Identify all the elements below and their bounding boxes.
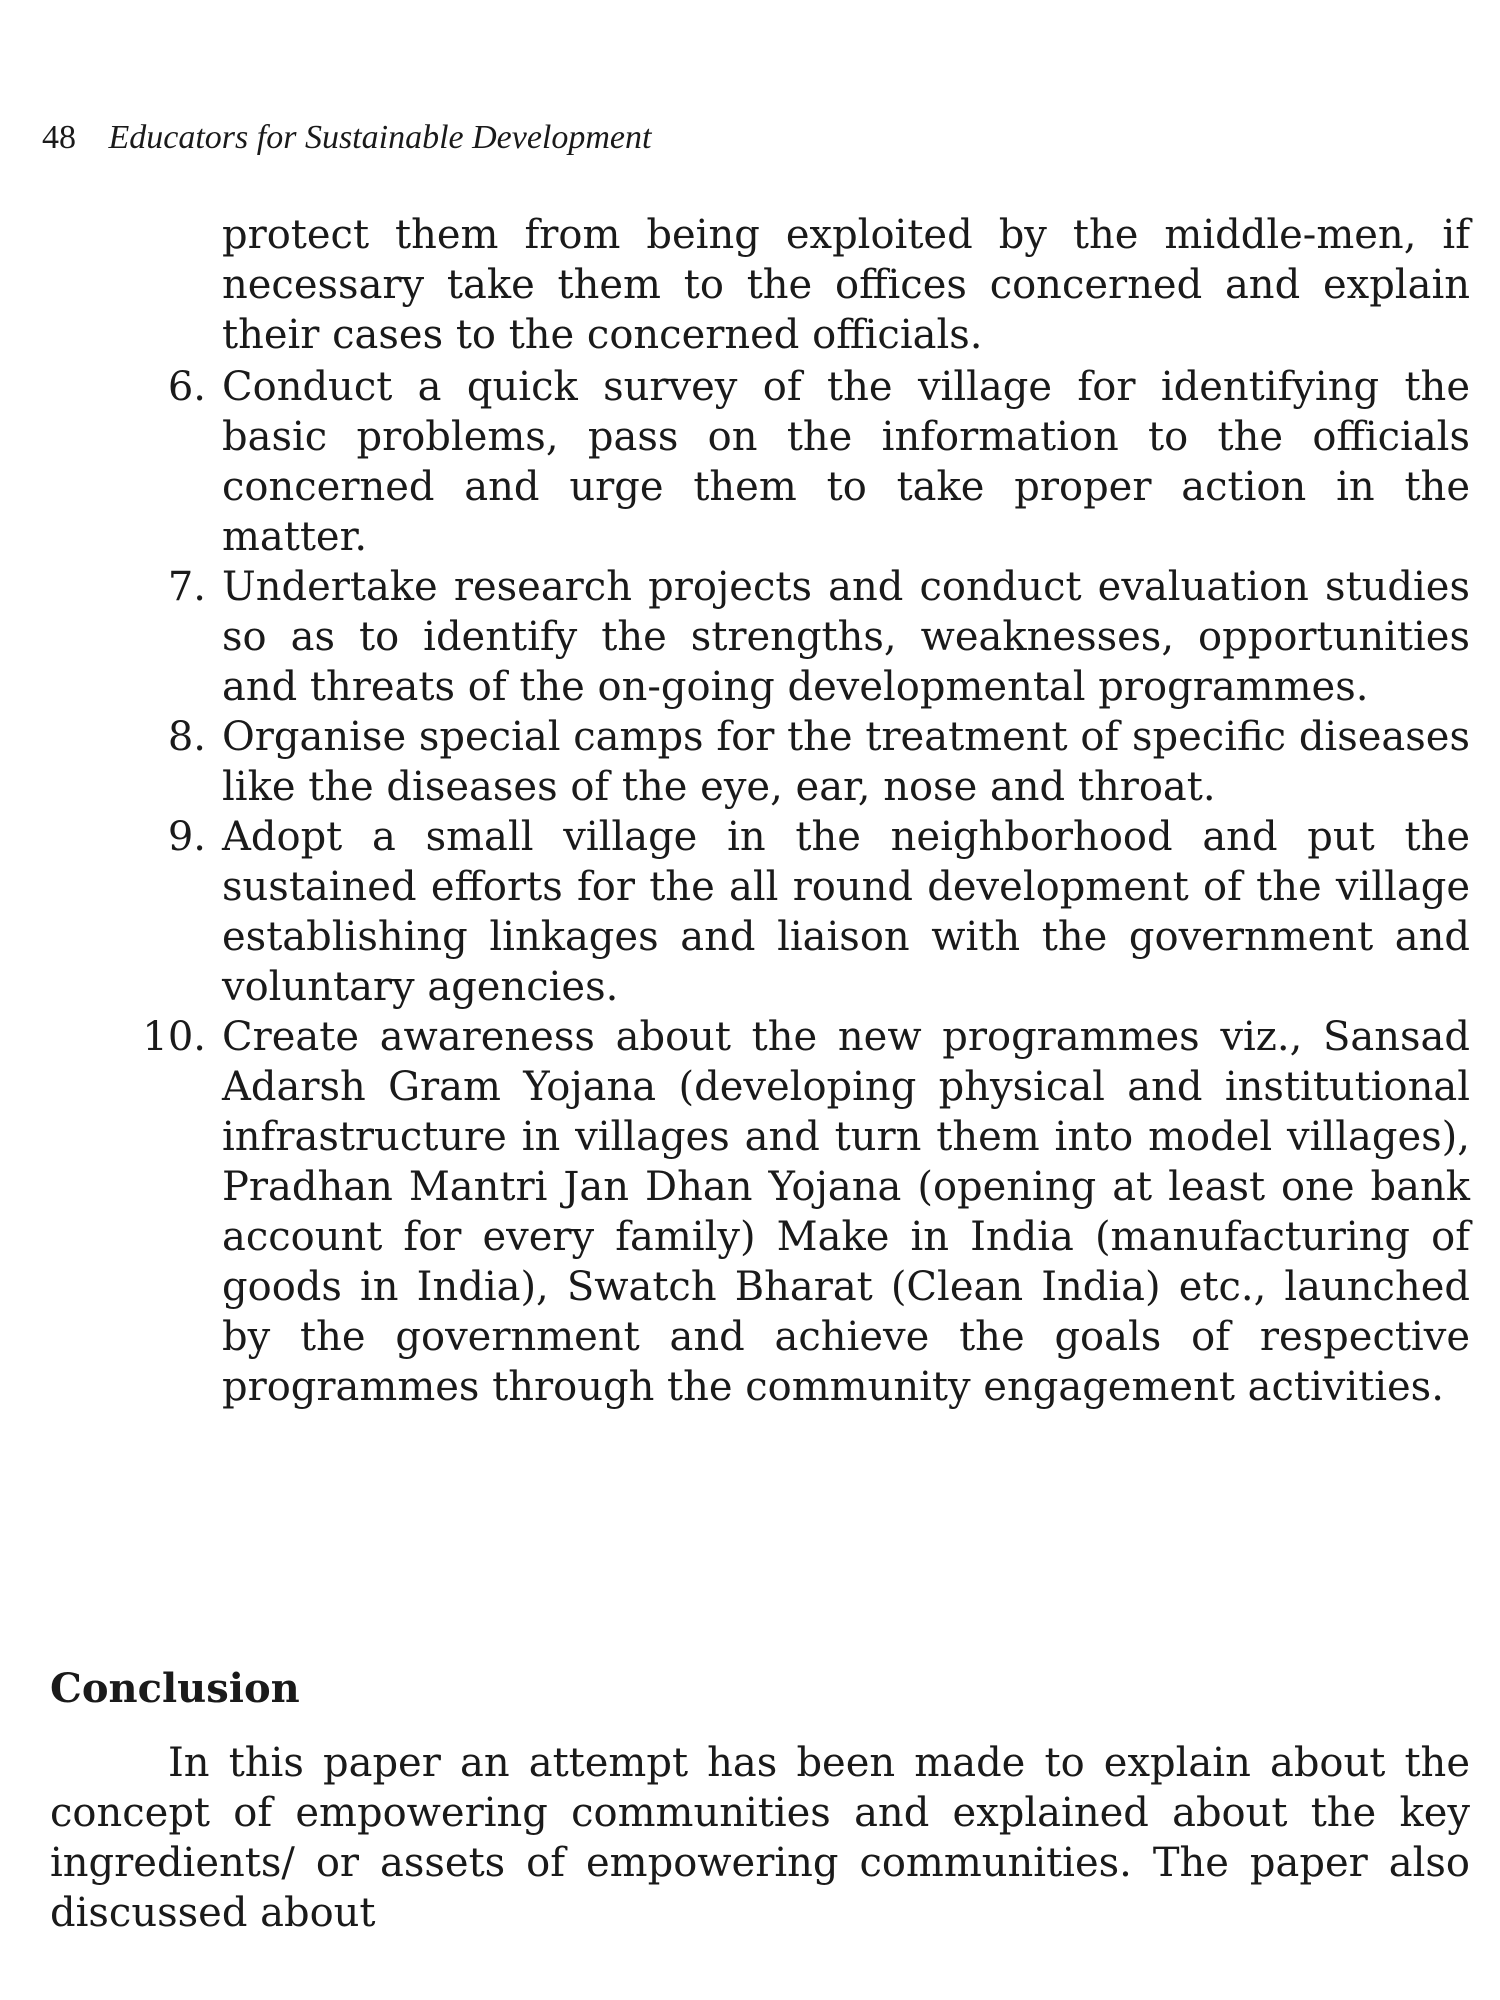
list-item-text: Undertake research projects and conduct evaluation studies so as to identify the strengths, weaknesses, opportunities and threats of the on-going developmental programmes. (222, 564, 1470, 710)
list-item (110, 812, 1470, 1012)
list-item (110, 362, 1470, 562)
continued-list-text: protect them from being exploited by the middle-men, if necessary take them to the offices concerned and explain their cases to the concerned officials. (222, 212, 1470, 358)
page-number: 48 (42, 119, 76, 156)
list-item (110, 562, 1470, 712)
list-item-text: Adopt a small village in the neighborhood and put the sustained efforts for the all round development of the village establishing linkages and liaison with the government and voluntary agencies. (222, 814, 1470, 1010)
conclusion-heading: Conclusion (50, 1665, 300, 1712)
list-item-number: 9. (167, 814, 206, 860)
book-title: Educators for Sustainable Development (108, 119, 652, 156)
conclusion-paragraph: In this paper an attempt has been made to explain about the concept of empowering communities and explained about the key ingredients/ or assets of empowering communities. The paper also discussed about (50, 1740, 1470, 1936)
list-item-number: 6. (167, 364, 206, 410)
list-item (110, 1012, 1470, 1412)
list-item-number: 8. (167, 714, 206, 760)
list-item-text: Organise special camps for the treatment of specific diseases like the diseases of the eye, ear, nose and throat. (222, 714, 1470, 810)
list-item-text: Conduct a quick survey of the village for identifying the basic problems, pass on the information to the officials concerned and urge them to take proper action in the matter. (222, 364, 1470, 560)
list-item-number: 10. (142, 1014, 206, 1060)
list-item-text: Create awareness about the new programmes viz., Sansad Adarsh Gram Yojana (developing physical and institutional infrastructure in villages and turn them into model villages), Pradhan Mantri Jan Dhan Yojana (opening at least one bank account for every family) Make in India (manufacturing of goods in India), Swatch Bharat (Clean India) etc., launched by the government and achieve the goals of respective programmes through the community engagement activities. (222, 1014, 1470, 1410)
list-item (110, 712, 1470, 812)
list-item-number: 7. (167, 564, 206, 610)
numbered-list (110, 362, 1470, 1412)
running-header (42, 118, 651, 158)
